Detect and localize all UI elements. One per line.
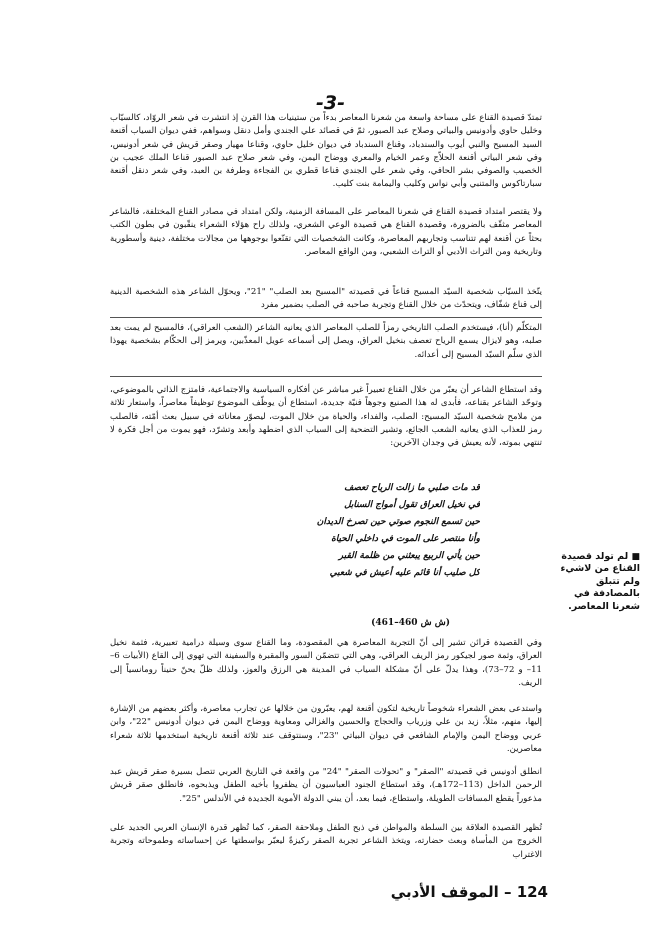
paragraph-text: يتّخذ السيّاب شخصية السيّد المسيح قناعاً في قصيدته "المسيح بعد الصلب" "21"، ويحوّل الشاعر هذه الشخصية الدينية إلى قناع شفّاف، ويتحدّث من خلال القناع وتجربة صاحبه في الصلب بضمير مفرد [110,287,542,311]
paragraph-text: وفي القصيدة قرائن تشير إلى أنّ التجربة المعاصرة هي المقصودة، وما القناع سوى وسيلة درامية تعبيرية، فثمة نخيل العراق، وثمة صور لجيكور رمز الريف العراقي، وهي التي تتضمّن السور والمقبرة والسفينة التي تهوي إلى القاع (الأبيات 6–11– و 72–73)، وهذا يدلّ على أنّ مشكلة السياب في المدينة هي الرزق والعوز، ولذلك ظلّ يحنّ حنيناً رومانسياً إلى الريف. [110,638,542,688]
paragraph-text: المتكلّم (أنا)، فيستخدم الصلب التاريخي رمزاً للصلب المعاصر الذي يعانيه الشاعر (الشعب العراقي)، فالمسيح لم يمت بعد صلبه، وهو لايزال يسمع الرياح تعصف بنخيل العراق، ويصل إلى أسماعه عويل المعذّبين، ويرمز إلى الحكّام بشخصية يهوذا الذي سلّم السيّد المسيح إلى أعدائه. [110,323,542,360]
paragraph-7 [110,703,542,756]
paragraph-8 [110,766,542,806]
poem-source: (ش ش 460–461) [371,618,450,628]
section-divider [110,317,542,318]
paragraph-text: انطلق أدونيس في قصيدته "الصقر" و "تحولات الصقر" "24" من واقعة في التاريخ العربي تتصل بسيرة صقر قريش عبد الرحمن الداخل (113–172هـ)، وقد استطاع الجنود العباسيون أن يظفروا بأخيه الطفل ويذبحوه، فانطلق صقر قريش مذعوراً يقطع المسافات الطويلة، واستطاع، فيما بعد، أن يبني الدولة الأموية الجديدة في الأندلس "25". [110,767,542,804]
square-bullet-icon: ■ [631,552,640,562]
pull-quote-sidenote [548,551,640,613]
page-footer: 124 – الموقف الأدبي [390,883,548,901]
section-divider [110,376,542,377]
paragraph-text: تمتدّ قصيدة القناع على مساحة واسعة من شعرنا المعاصر بدءاً من ستينيات هذا القرن إذ انتشرت في شعر الروّاد، كالسيّاب وخليل حاوي وأدونيس والبياتي وصلاح عبد الصبور، ثمّ في قصائد علي الجندي وأمل دنقل وسواهم، ففي ديوان السياب أقنعة السيد المسيح والنبي أيوب والسندباد، وقناع السندباد في ديوان خليل حاوي، وقناعا مهيار وصقر قريش في شعر أدونيس، وفي شعر البياتي أقنعة الحلاّج وعمر الخيام والمعري ووضاح اليمن، وفي شعر صلاح عبد الصبور قناعا الملك عجيب بن الخصيب والصوفي بشر الحافي، وفي شعر علي الجندي قناعا قطري بن الفجاءة وطرفة بن العبد، وفي شعر دنقل أقنعة سبارتاكوس والمتنبي وأبي نواس وكليب واليمامة بنت كليب. [110,113,542,190]
paragraph-text: تُظهر القصيدة العلاقة بين السلطة والمواطن في ذبح الطفل وملاحقة الصقر، كما تُظهر قدرة الإنسان العربي الجديد على الخروج من المأساة وبعث حضارته، ويتخذ الشاعر تجربة الصقر ركيزةً ليعبّر بواسطتها عن إحساساته وطموحاته وتجربة الاغتراب [110,823,542,860]
page-number: -3- [316,92,345,114]
paragraph-6 [110,637,542,690]
paragraph-text: ولا يقتصر امتداد قصيدة القناع في شعرنا المعاصر على المسافة الزمنية، ولكن امتداد في مصادر القناع المختلفة، فالشاعر المعاصر مثقّف بالضرورة، وقصيدة القناع هي قصيدة الوعي الشعري، ولذلك راح هؤلاء الشعراء ينقّبون في بطون الكتب بحثاً عن أقنعة لهم تتناسب وتجاربهم المعاصرة، وكانت الشخصيات التي تقنّعوا بوجوهها من مجالات مختلفة، دينية وأسطورية وتاريخية ومن التراث الأدبي أو التراث الشعبي، ومن الواقع المعاصر. [110,207,542,257]
paragraph-5 [110,384,542,450]
poem-line: وأنا منتصر على الموت في داخلي الحياة [331,534,480,544]
poem-line: قد مات صلبي ما زالت الرياح تعصف [344,483,480,493]
paragraph-3 [110,286,542,313]
paragraph-text: واستدعى بعض الشعراء شخوصاً تاريخية لتكون أقنعة لهم، يعبّرون من خلالها عن تجارب معاصرة، وأكثر بعضهم من الإشارة إليها، منهم، مثلاً، زيد بن علي وزرياب والحجاج والحسين والغزالي ومعاوية ووضاح اليمن في ديوان أدونيس "22"، وابن عربي ووضاح اليمن والإمام الشافعي في ديوان البياتي "23"، وسنتوقف عند ثلاثة أقنعة تاريخية استخدمها ثلاثة شعراء معاصرين. [110,704,542,754]
poem-line: حين تسمع النجوم صوتي حين تصرخ الديدان [316,517,480,527]
paragraph-1 [110,112,542,192]
paragraph-9 [110,822,542,862]
paragraph-text: وقد استطاع الشاعر أن يعبّر من خلال القناع تعبيراً غير مباشر عن أفكاره السياسية والاجتماعية، فامتزج الذاتي بالموضوعي، وتوحّد الشاعر بقناعه، فأبدى له هذا الصنيع وجوهاً فنيّة جديدة، استطاع أن يوظّف الموضوع توظيفاً معاصراً، واستعار ثلاثة من ملامح شخصية السيّد المسيح: الصلب، والفداء، والحياة من خلال الموت، ليصوّر معاناته في سبيل بعث أمّته، فالصلب رمز للعذاب الذي يعانيه الشعب الجائع، وتشير التضحية إلى السياب الذي اضطهد وأبعد وتشرّد، فهو يموت من أجل فكرة لا تنتهي بموته، لأنه يعيش في وجدان الآخرين: [110,385,542,449]
poem-line: حين يأتي الربيع يبعثني من ظلمة القبر [338,551,480,561]
poem-quote [300,480,480,582]
paragraph-2 [110,206,542,259]
paragraph-4 [110,322,542,362]
pull-quote-text: لم تولد قصيدة القناع من لاشيء ولم تتبلق بالمصادفة في شعرنا المعاصر. [560,551,640,612]
poem-line: في نخيل العراق تقول أمواج السنابل [344,500,480,510]
poem-line: كل صليب أنا قائم عليه أعيش في شعبي [329,568,480,578]
